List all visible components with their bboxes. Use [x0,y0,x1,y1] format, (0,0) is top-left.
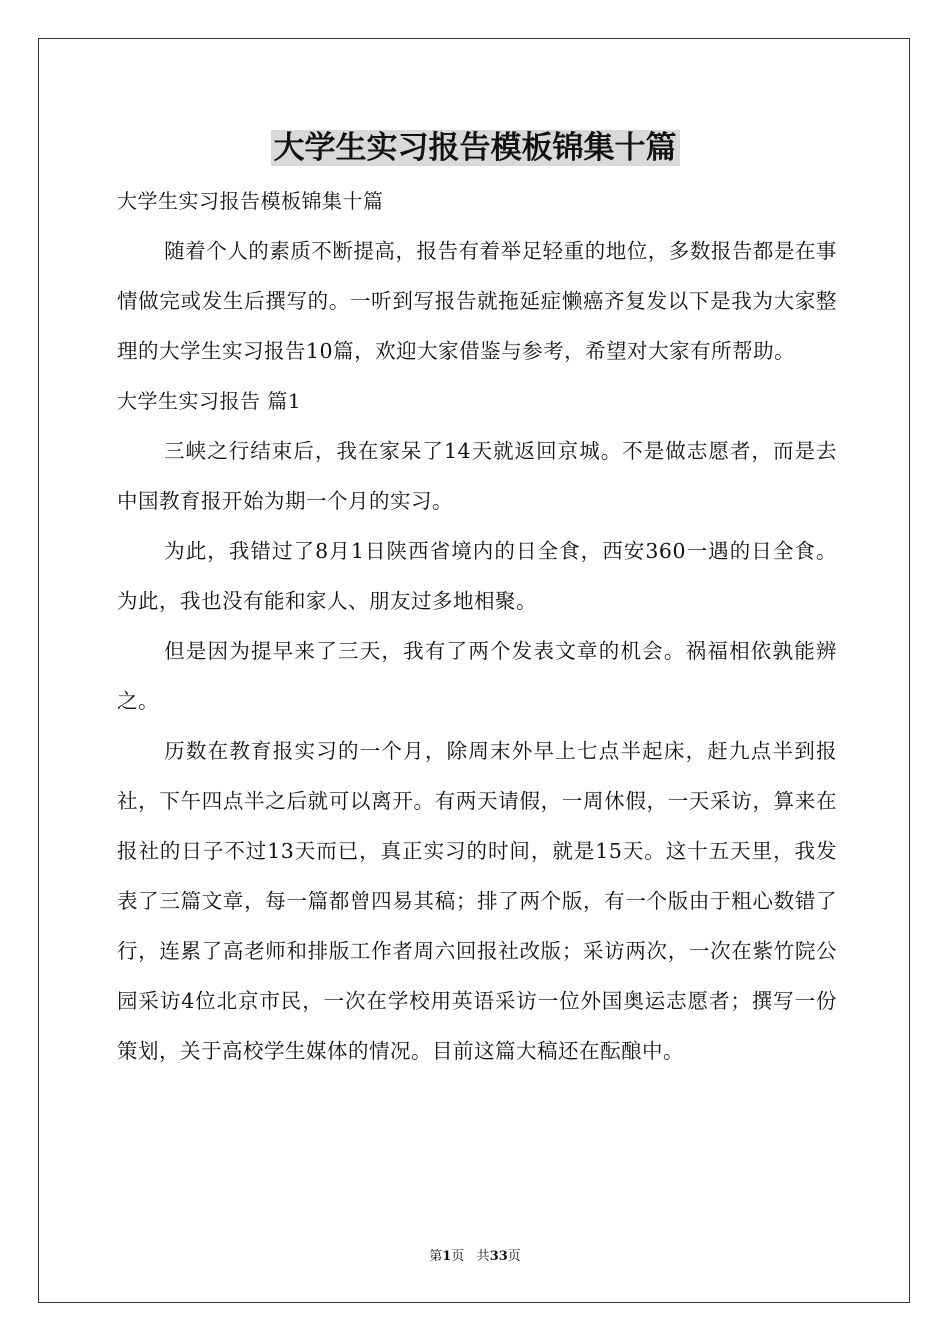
page-total-prefix: 共 [476,1249,490,1264]
document-body [117,176,837,1076]
page-number-current: 1 [442,1249,452,1264]
body-paragraph-1: 三峡之行结束后，我在家呆了14天就返回京城。不是做志愿者，而是去中国教育报开始为期一个月的实习。 [117,439,837,513]
page-number-suffix: 页 [451,1249,465,1264]
document-subtitle: 大学生实习报告模板锦集十篇 [117,189,384,213]
page-number-prefix: 第 [429,1249,443,1264]
page-footer [0,1248,950,1266]
body-paragraph-3: 但是因为提早来了三天，我有了两个发表文章的机会。祸福相依孰能辨之。 [117,639,837,713]
section-heading: 大学生实习报告 篇1 [117,389,302,413]
intro-paragraph: 随着个人的素质不断提高，报告有着举足轻重的地位，多数报告都是在事情做完或发生后撰写的。一听到写报告就拖延症懒癌齐复发以下是我为大家整理的大学生实习报告10篇，欢迎大家借鉴与参考，希望对大家有所帮助。 [117,239,837,363]
page-total-count: 33 [489,1249,508,1264]
document-title-text: 大学生实习报告模板锦集十篇 [271,130,680,166]
page-total-suffix: 页 [507,1249,521,1264]
body-paragraph-4: 历数在教育报实习的一个月，除周末外早上七点半起床，赶九点半到报社，下午四点半之后就可以离开。有两天请假，一周休假，一天采访，算来在报社的日子不过13天而已，真正实习的时间，就是15天。这十五天里，我发表了三篇文章，每一篇都曾四易其稿；排了两个版，有一个版由于粗心数错了行，连累了高老师和排版工作者周六回报社改版；采访两次，一次在紫竹院公园采访4位北京市民，一次在学校用英语采访一位外国奥运志愿者；撰写一份策划，关于高校学生媒体的情况。目前这篇大稿还在酝酿中。 [117,739,837,1063]
body-paragraph-2: 为此，我错过了8月1日陕西省境内的日全食，西安360一遇的日全食。为此，我也没有能和家人、朋友过多地相聚。 [117,539,837,613]
document-title [0,126,950,170]
